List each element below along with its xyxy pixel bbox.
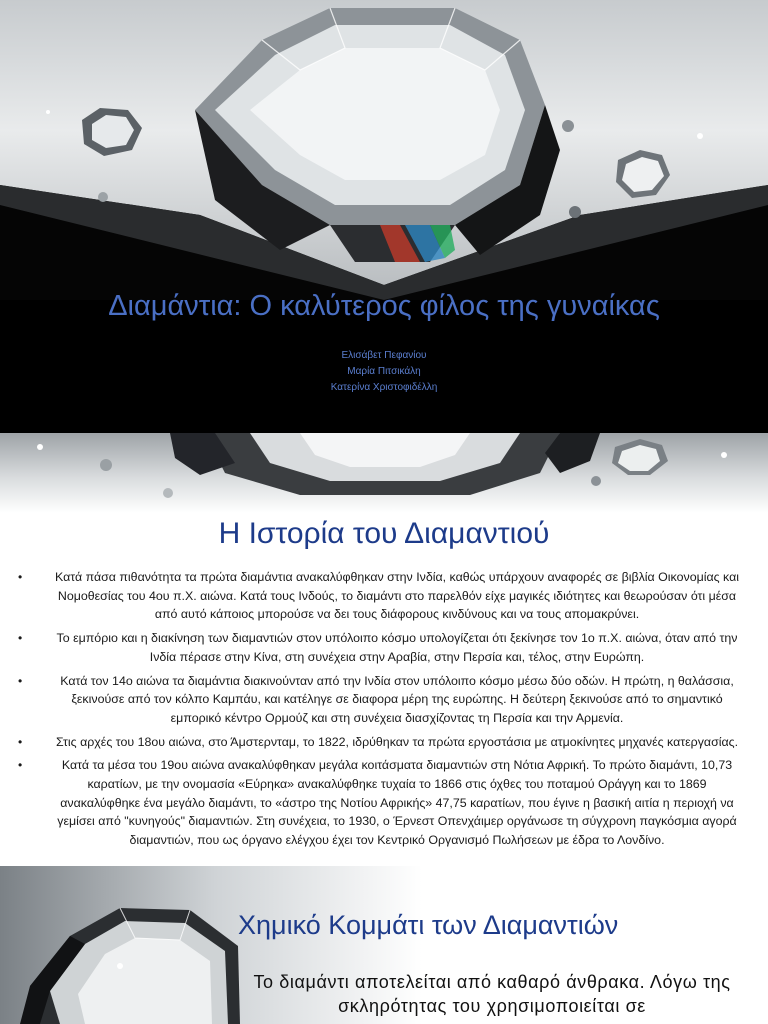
- list-item: [14, 672, 744, 728]
- bullet-text: Στις αρχές του 18ου αιώνα, στο Άμστερνταμ, το 1822, ιδρύθηκαν τα πρώτα εργοστάσια με ατμοκίνητες μηχανές κατεργασίας.: [55, 734, 739, 749]
- bullet-icon: •: [18, 673, 23, 688]
- bullet-text: Κατά τα μέσα του 19ου αιώνα ανακαλύφθηκαν μεγάλα κοιτάσματα διαμαντιών στη Νότια Αφρική. Το πρώτο διαμάντι, 10,73 καρατίων, με την ονομασία «Εύρηκα» ανακαλύφθηκε τυχαία το 1866 στις όχθες του ποταμού Οράγγη και το 1869 ανακαλύφθηκε ένα μεγάλο διαμάντι, το «άστρο της Νοτίου Αφρικής» 47,75 καρατίων, που έγινε η βασική αιτία η περιοχή να γεμίσει από "κυνηγούς" διαμαντιών. Στη συνέχεια, το 1930, ο Έρνεστ Οπενχάιμερ οργάνωσε τη σύγχρονη παγκόσμια αγορά διαμαντιών, που ως όργανο ελέγχου έχει τον Κεντρικό Οργανισμό Πωλήσεων με έδρα το Λονδίνο.: [57, 758, 737, 848]
- history-bullet-list: [14, 568, 744, 855]
- slide-body-text: Το διαμάντι αποτελείται από καθαρό άνθρακα. Λόγω της σκληρότητας του χρησιμοποιείται σε: [253, 972, 731, 1016]
- author-name: Κατερίνα Χριστοφιδέλλη: [330, 382, 438, 393]
- slide-title: Η Ιστορία του Διαμαντιού: [218, 517, 550, 550]
- diamond-image-side: [0, 866, 240, 1024]
- author-name: Ελισάβετ Πεφανίου: [341, 350, 427, 361]
- diamond-image: [0, 0, 768, 300]
- diamond-image-strip: [0, 433, 768, 513]
- bullet-icon: •: [18, 734, 23, 749]
- slide-title: Χημικό Κομμάτι των Διαμαντιών: [238, 910, 619, 940]
- history-slide: [0, 433, 768, 866]
- list-item: [14, 629, 744, 666]
- list-item: [14, 733, 744, 752]
- bullet-icon: •: [18, 570, 23, 584]
- bullet-icon: •: [18, 631, 23, 646]
- list-item: [14, 568, 744, 624]
- bullet-text: Το εμπόριο και η διακίνηση των διαμαντιών στον υπόλοιπο κόσμο υπολογίζεται ότι ξεκίνησε τον 1ο π.Χ. αιώνα, όταν από την Ινδία πέρασε στην Κίνα, στη συνέχεια στην Αραβία, στην Περσία και, τέλος, στην Ευρώπη.: [56, 631, 738, 664]
- list-item: [14, 756, 744, 850]
- title-slide: [0, 0, 768, 433]
- bullet-text: Κατά πάσα πιθανότητα τα πρώτα διαμάντια ανακαλύφθηκαν στην Ινδία, καθώς υπάρχουν αναφορές σε βιβλία Οικονομίας και Νομοθεσίας του 4ου π.Χ. αιώνα. Κατά τους Ινδούς, το διαμάντι στο παρελθόν είχε μαγικές ιδιότητες και θεωρούσαν ότι μέσα από αυτό κάποιος μπορούσε να δει τους διάφορους κινδύνους και να τους απομακρύνει.: [54, 570, 740, 622]
- bullet-icon: •: [18, 758, 23, 773]
- presentation-title: Διαμάντια: Ο καλύτερος φίλος της γυναίκας: [108, 290, 660, 322]
- chemistry-slide: [0, 866, 768, 1024]
- bullet-text: Κατά τον 14ο αιώνα τα διαμάντια διακινούνταν από την Ινδία στον υπόλοιπο κόσμο μέσω δύο οδών. Η πρώτη, η θαλάσσια, ξεκινούσε από τον κόλπο Καμπάυ, και κατέληγε σε διαφορα μέρη της ευρώπης. Η δεύτερη ξεκινούσε από το σημαντικό εμπορικό κέντρο Ορμούζ και στη συνέχεια διασχίζοντας τη Περσία και την Αρμενία.: [60, 673, 734, 725]
- author-name: Μαρία Πιτσικάλη: [347, 366, 421, 377]
- author-list: [0, 348, 768, 396]
